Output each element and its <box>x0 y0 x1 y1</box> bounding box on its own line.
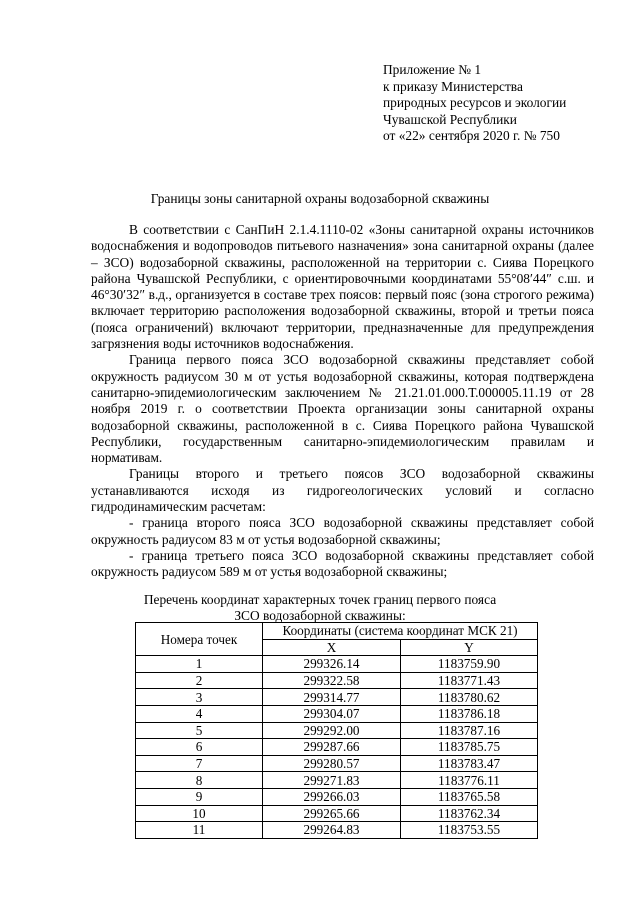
annex-line-1: Приложение № 1 <box>383 62 482 77</box>
coordinates-table <box>135 622 538 839</box>
cell-y: 1183785.75 <box>401 739 538 756</box>
cell-x: 299265.66 <box>263 805 401 822</box>
table-row <box>136 689 538 706</box>
cell-y: 1183759.90 <box>401 656 538 673</box>
paragraph-1: В соответствии с СанПиН 2.1.4.1110-02 «Зоны санитарной охраны источников водоснабжения и водопроводов питьевого назначения» зона санитарной охраны (далее – ЗСО) водозаборной скважины, расположенной на территории с. Сиява Порецкого района Чувашской Республики, с ориентировочными координатами 55°08′44″ с.ш. и 46°30′32″ в.д., организуется в составе трех поясов: первый пояс (зона строгого режима) включает территорию расположения водозаборной скважины, второй и третьи пояса (пояса ограничений) включают территории, предназначенные для предупреждения загрязнения воды источников водоснабжения. <box>91 222 594 352</box>
table-row <box>136 772 538 789</box>
cell-point-number: 5 <box>136 722 263 739</box>
cell-x: 299326.14 <box>263 656 401 673</box>
cell-x: 299314.77 <box>263 689 401 706</box>
header-y: Y <box>401 639 538 656</box>
document-body <box>91 222 594 581</box>
table-row <box>136 822 538 839</box>
cell-x: 299271.83 <box>263 772 401 789</box>
cell-y: 1183753.55 <box>401 822 538 839</box>
table-header-row <box>136 623 538 640</box>
paragraph-3: Границы второго и третьего поясов ЗСО водозаборной скважины устанавливаются исходя из гидрогеологических условий и согласно гидродинамическим расчетам: <box>91 466 594 515</box>
cell-x: 299264.83 <box>263 822 401 839</box>
cell-y: 1183762.34 <box>401 805 538 822</box>
cell-point-number: 4 <box>136 705 263 722</box>
cell-point-number: 6 <box>136 739 263 756</box>
table-row <box>136 805 538 822</box>
cell-point-number: 2 <box>136 672 263 689</box>
annex-line-4: Чувашской Республики <box>383 111 517 127</box>
header-points: Номера точек <box>136 623 263 656</box>
table-caption-line-2: ЗСО водозаборной скважины: <box>234 607 406 623</box>
table-caption-line-1: Перечень координат характерных точек границ первого пояса <box>143 592 497 607</box>
cell-y: 1183776.11 <box>401 772 538 789</box>
paragraph-4: - граница второго пояса ЗСО водозаборной скважины представляет собой окружность радиусом 83 м от устья водозаборной скважины; <box>91 515 594 547</box>
annex-line-5: от «22» сентября 2020 г. № 750 <box>383 128 560 143</box>
table-row <box>136 656 538 673</box>
cell-point-number: 8 <box>136 772 263 789</box>
table-body <box>136 656 538 839</box>
annex-line-2: к приказу Министерства <box>383 78 523 94</box>
table-row <box>136 739 538 756</box>
cell-x: 299266.03 <box>263 788 401 805</box>
cell-x: 299322.58 <box>263 672 401 689</box>
cell-point-number: 7 <box>136 755 263 772</box>
table-row <box>136 705 538 722</box>
header-coords: Координаты (система координат МСК 21) <box>263 623 538 640</box>
table-row <box>136 788 538 805</box>
cell-y: 1183765.58 <box>401 788 538 805</box>
annex-line-3: природных ресурсов и экологии <box>383 95 567 110</box>
cell-x: 299280.57 <box>263 755 401 772</box>
cell-point-number: 3 <box>136 689 263 706</box>
cell-y: 1183786.18 <box>401 705 538 722</box>
cell-point-number: 11 <box>136 822 263 839</box>
document-heading: Границы зоны санитарной охраны водозаборной скважины <box>150 191 490 206</box>
table-row <box>136 755 538 772</box>
cell-y: 1183780.62 <box>401 689 538 706</box>
table-row <box>136 722 538 739</box>
table-caption <box>0 592 640 623</box>
cell-x: 299304.07 <box>263 705 401 722</box>
cell-point-number: 1 <box>136 656 263 673</box>
paragraph-2: Граница первого пояса ЗСО водозаборной скважины представляет собой окружность радиусом 30 м от устья водозаборной скважины, которая подтверждена санитарно-эпидемиологическим заключением № 21.21.01.000.Т.000005.11.19 от 28 ноября 2019 г. о соответствии Проекта организации зоны санитарной охраны водозаборной скважины, расположенной в с. Сиява Порецкого района Чувашской Республики, государственным санитарно-эпидемиологическим правилам и нормативам. <box>91 352 594 466</box>
paragraph-5: - граница третьего пояса ЗСО водозаборной скважины представляет собой окружность радиусом 589 м от устья водозаборной скважины; <box>91 547 594 580</box>
annex-block <box>383 62 566 145</box>
table-row <box>136 672 538 689</box>
header-x: X <box>263 639 401 656</box>
cell-x: 299287.66 <box>263 739 401 756</box>
cell-y: 1183771.43 <box>401 672 538 689</box>
cell-x: 299292.00 <box>263 722 401 739</box>
cell-y: 1183787.16 <box>401 722 538 739</box>
cell-point-number: 9 <box>136 788 263 805</box>
cell-y: 1183783.47 <box>401 755 538 772</box>
cell-point-number: 10 <box>136 805 263 822</box>
